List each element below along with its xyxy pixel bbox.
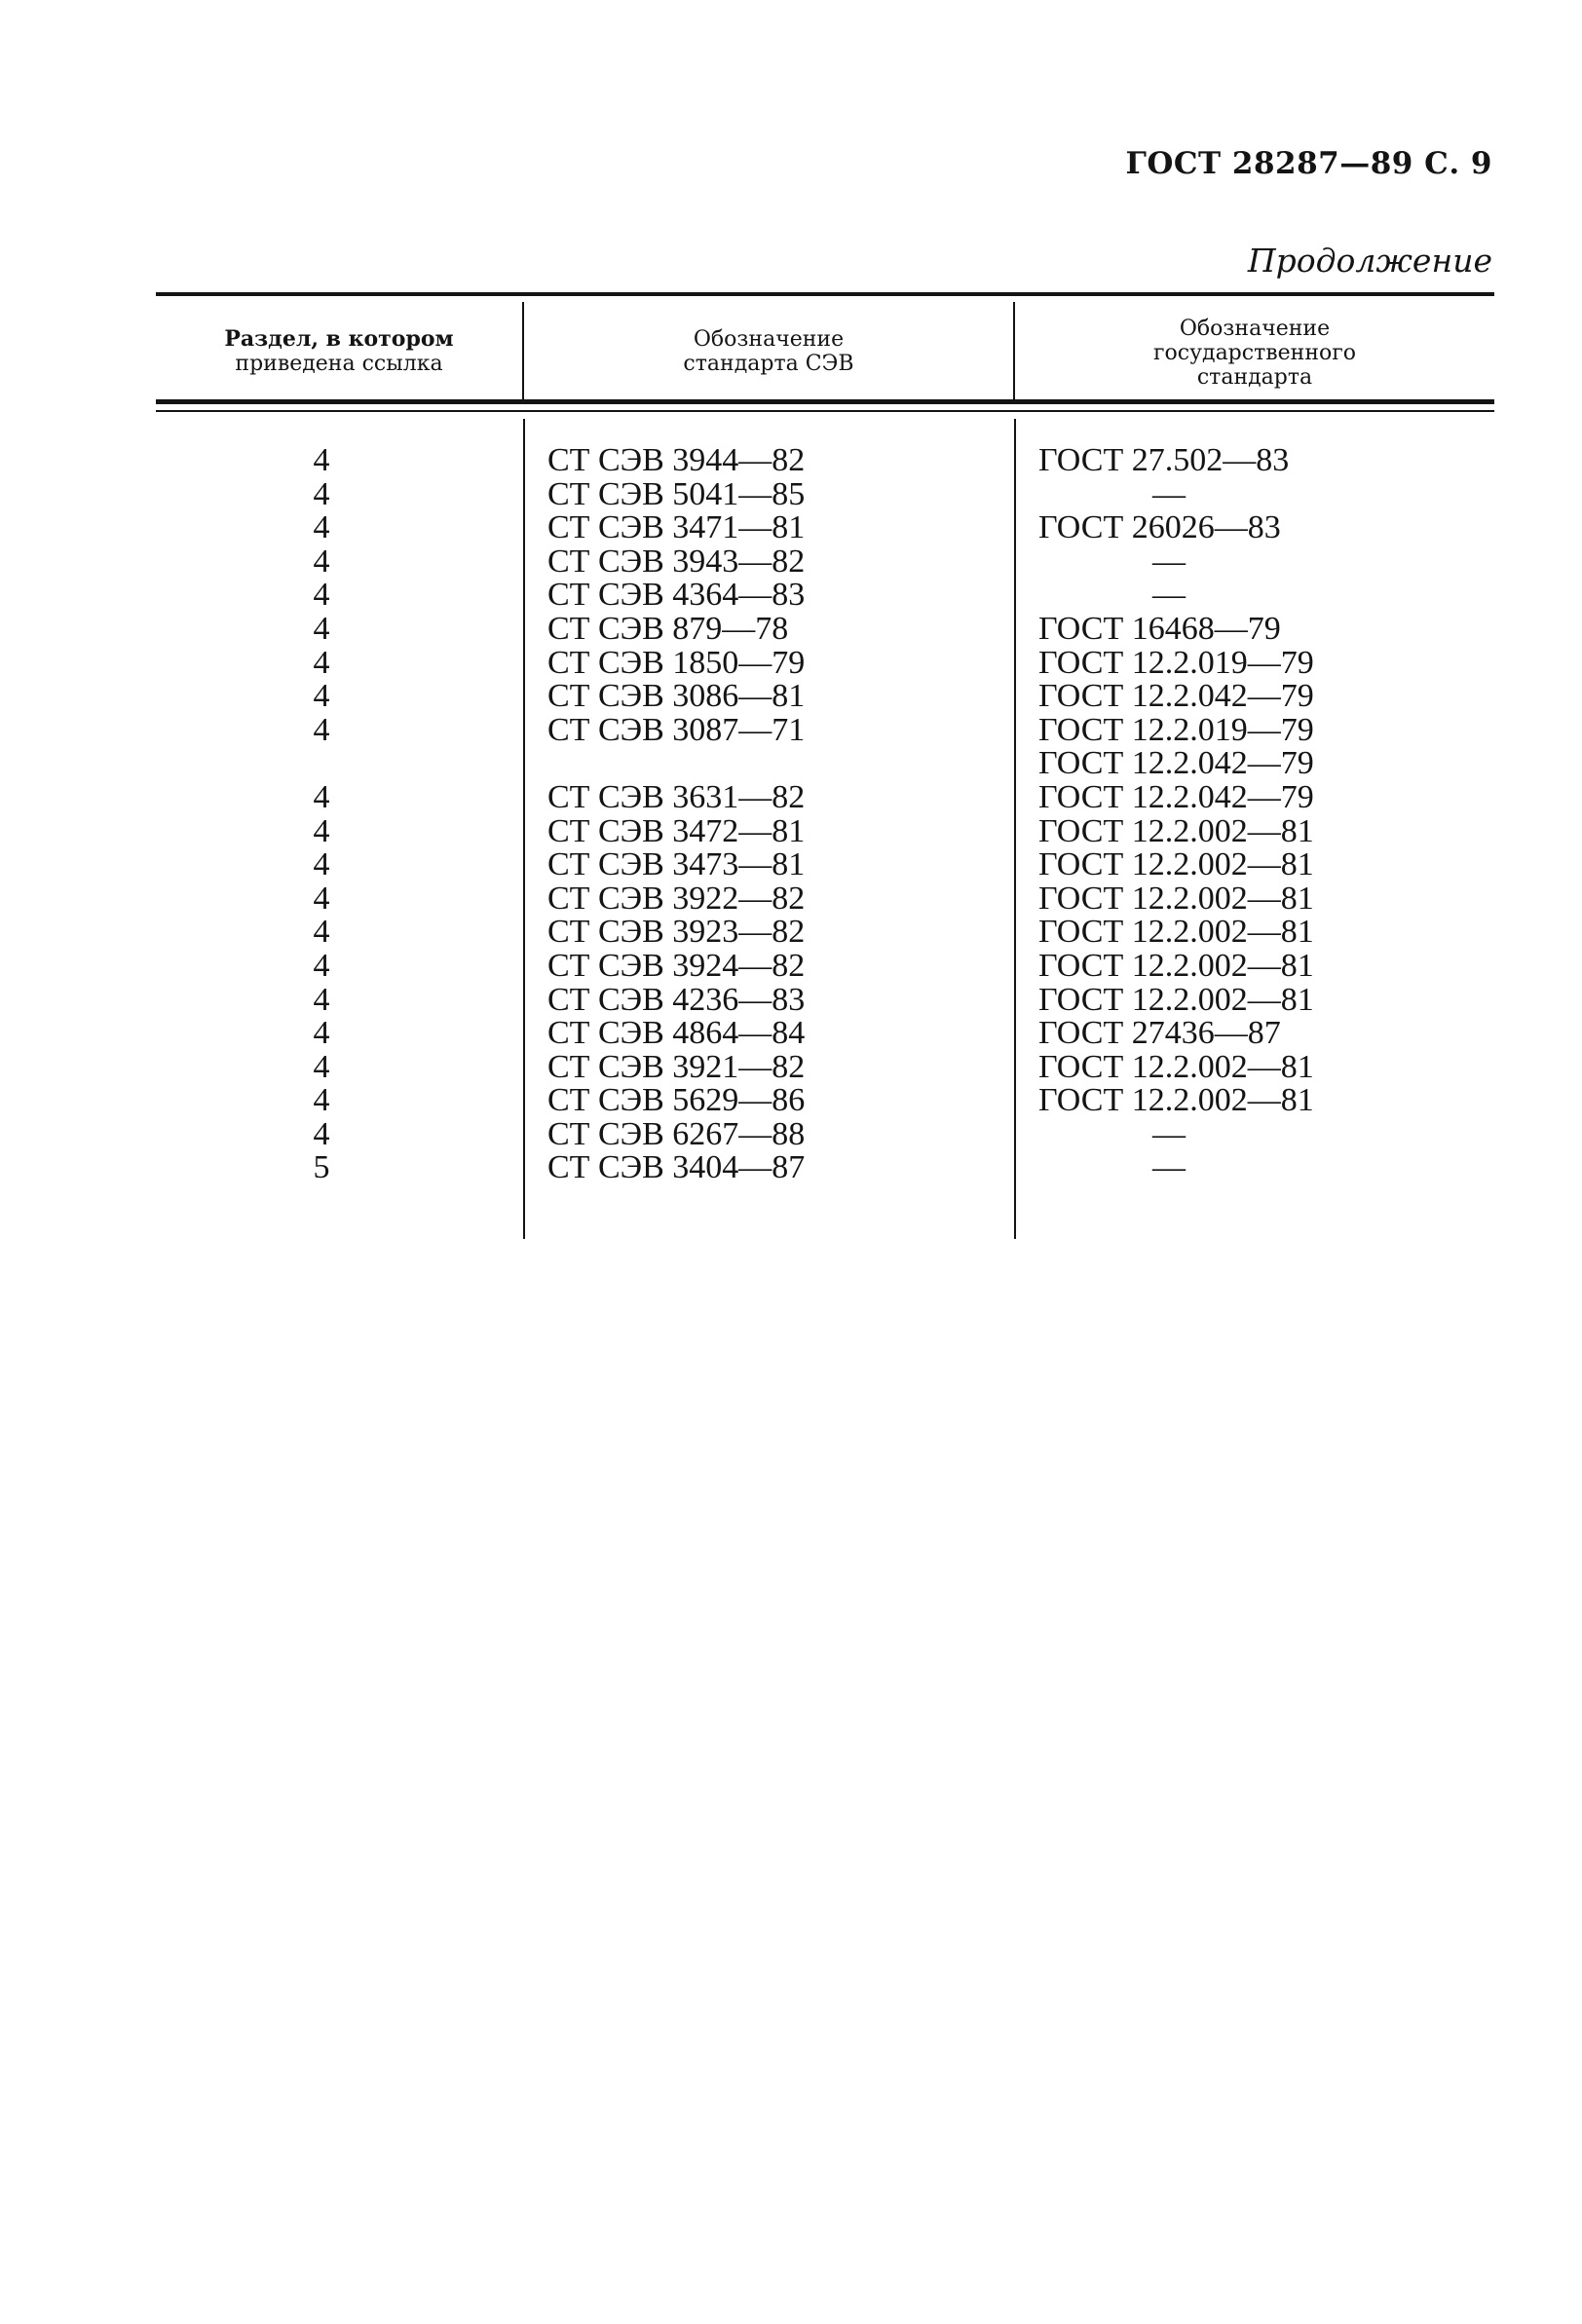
table-row (156, 680, 1494, 714)
column-header-section-line-1: Раздел, в котором (224, 326, 454, 352)
table-row (156, 579, 1494, 613)
section-cell: 5 (313, 1149, 330, 1186)
gost-standard-cell: ГОСТ 12.2.042—79 (1038, 745, 1314, 782)
sev-standard-cell: СТ СЭВ 4236—83 (547, 981, 806, 1018)
gost-standard-cell: ГОСТ 27436—87 (1038, 1015, 1281, 1052)
gost-standard-cell: ГОСТ 12.2.019—79 (1038, 644, 1314, 681)
sev-standard-cell: СТ СЭВ 3924—82 (547, 947, 806, 984)
gost-standard-cell: ГОСТ 26026—83 (1038, 509, 1281, 546)
section-cell: 4 (313, 1082, 330, 1119)
table-row (156, 882, 1494, 917)
table-row (156, 812, 1494, 849)
gost-standard-cell: ГОСТ 12.2.042—79 (1038, 778, 1314, 815)
gost-standard-cell: ГОСТ 12.2.002—81 (1038, 914, 1314, 951)
sev-standard-cell: СТ СЭВ 3473—81 (547, 846, 806, 883)
sev-standard-cell: СТ СЭВ 3944—82 (547, 442, 806, 478)
section-cell: 4 (313, 778, 330, 815)
table-row (156, 848, 1494, 882)
sev-standard-cell: СТ СЭВ 1850—79 (547, 644, 806, 681)
column-header-section (156, 327, 522, 376)
table-row (156, 1084, 1494, 1118)
section-cell: 4 (313, 610, 330, 647)
table-row (156, 747, 1494, 781)
gost-standard-cell: ГОСТ 12.2.002—81 (1038, 947, 1314, 984)
sev-standard-cell: СТ СЭВ 6267—88 (547, 1115, 806, 1152)
sev-standard-cell: СТ СЭВ 3631—82 (547, 778, 806, 815)
gost-standard-cell: ГОСТ 12.2.002—81 (1038, 1048, 1314, 1085)
column-header-section-line-2: приведена ссылка (235, 352, 443, 376)
section-cell: 4 (313, 812, 330, 849)
section-cell: 4 (313, 711, 330, 748)
section-cell: 4 (313, 1015, 330, 1052)
table-top-rule (156, 292, 1494, 296)
sev-standard-cell: СТ СЭВ 3086—81 (547, 678, 806, 715)
gost-standard-cell: ГОСТ 27.502—83 (1038, 442, 1290, 478)
column-header-sev-line-1: Обозначение (693, 327, 845, 352)
section-cell: 4 (313, 509, 330, 546)
page-header: ГОСТ 28287—89 С. 9 (1125, 146, 1492, 181)
section-cell: 4 (313, 1115, 330, 1152)
sev-standard-cell: СТ СЭВ 4864—84 (547, 1015, 806, 1052)
section-cell: 4 (313, 577, 330, 614)
gost-standard-cell: — (1152, 1149, 1186, 1186)
gost-standard-cell: ГОСТ 12.2.002—81 (1038, 846, 1314, 883)
header-bottom-rule (156, 399, 1494, 404)
sev-standard-cell: СТ СЭВ 3922—82 (547, 880, 806, 917)
section-cell: 4 (313, 543, 330, 580)
section-cell: 4 (313, 644, 330, 681)
table-body (156, 444, 1494, 1185)
table-row (156, 511, 1494, 545)
section-cell: 4 (313, 880, 330, 917)
section-cell: 4 (313, 914, 330, 951)
sev-standard-cell: СТ СЭВ 3472—81 (547, 812, 806, 849)
table-row (156, 916, 1494, 950)
section-cell: 4 (313, 947, 330, 984)
gost-standard-cell: ГОСТ 12.2.019—79 (1038, 711, 1314, 748)
gost-standard-cell: ГОСТ 12.2.042—79 (1038, 678, 1314, 715)
sev-standard-cell: СТ СЭВ 3921—82 (547, 1048, 806, 1085)
table-row (156, 778, 1494, 815)
column-header-gost-line-3: стандарта (1196, 365, 1313, 390)
section-cell: 4 (313, 475, 330, 512)
table-row (156, 475, 1494, 512)
section-cell: 4 (313, 442, 330, 478)
sev-standard-cell: СТ СЭВ 3087—71 (547, 711, 806, 748)
sev-standard-cell: СТ СЭВ 3471—81 (547, 509, 806, 546)
continuation-label: Продолжение (1247, 242, 1492, 280)
column-header-gost-line-1: Обозначение (1179, 317, 1331, 341)
section-cell: 4 (313, 1048, 330, 1085)
sev-standard-cell: СТ СЭВ 3923—82 (547, 914, 806, 951)
gost-standard-cell: — (1152, 543, 1186, 580)
table-row (156, 1048, 1494, 1085)
section-cell: 4 (313, 678, 330, 715)
table-row (156, 610, 1494, 647)
table-row (156, 1151, 1494, 1185)
gost-standard-cell: ГОСТ 12.2.002—81 (1038, 1082, 1314, 1119)
section-cell: 4 (313, 981, 330, 1018)
table-row (156, 444, 1494, 478)
header-bottom-thin-rule (156, 410, 1494, 412)
column-header-gost-line-2: государственного (1152, 341, 1357, 365)
table-row (156, 981, 1494, 1018)
gost-standard-cell: — (1152, 577, 1186, 614)
sev-standard-cell: СТ СЭВ 5629—86 (547, 1082, 806, 1119)
sev-standard-cell: СТ СЭВ 5041—85 (547, 475, 806, 512)
gost-standard-cell: ГОСТ 12.2.002—81 (1038, 880, 1314, 917)
sev-standard-cell: СТ СЭВ 4364—83 (547, 577, 806, 614)
table-row (156, 1017, 1494, 1051)
gost-standard-cell: ГОСТ 12.2.002—81 (1038, 981, 1314, 1018)
table-row (156, 644, 1494, 681)
table-row (156, 1115, 1494, 1152)
sev-standard-cell: СТ СЭВ 3404—87 (547, 1149, 806, 1186)
table-row (156, 711, 1494, 748)
gost-standard-cell: — (1152, 1115, 1186, 1152)
column-header-sev-line-2: стандарта СЭВ (683, 352, 854, 376)
table-row (156, 545, 1494, 580)
gost-standard-cell: ГОСТ 16468—79 (1038, 610, 1281, 647)
column-header-gost (1015, 317, 1494, 390)
gost-standard-cell: — (1152, 475, 1186, 512)
column-header-sev (524, 327, 1013, 376)
sev-standard-cell: СТ СЭВ 879—78 (547, 610, 789, 647)
gost-standard-cell: ГОСТ 12.2.002—81 (1038, 812, 1314, 849)
table-row (156, 947, 1494, 984)
sev-standard-cell: СТ СЭВ 3943—82 (547, 543, 806, 580)
section-cell: 4 (313, 846, 330, 883)
